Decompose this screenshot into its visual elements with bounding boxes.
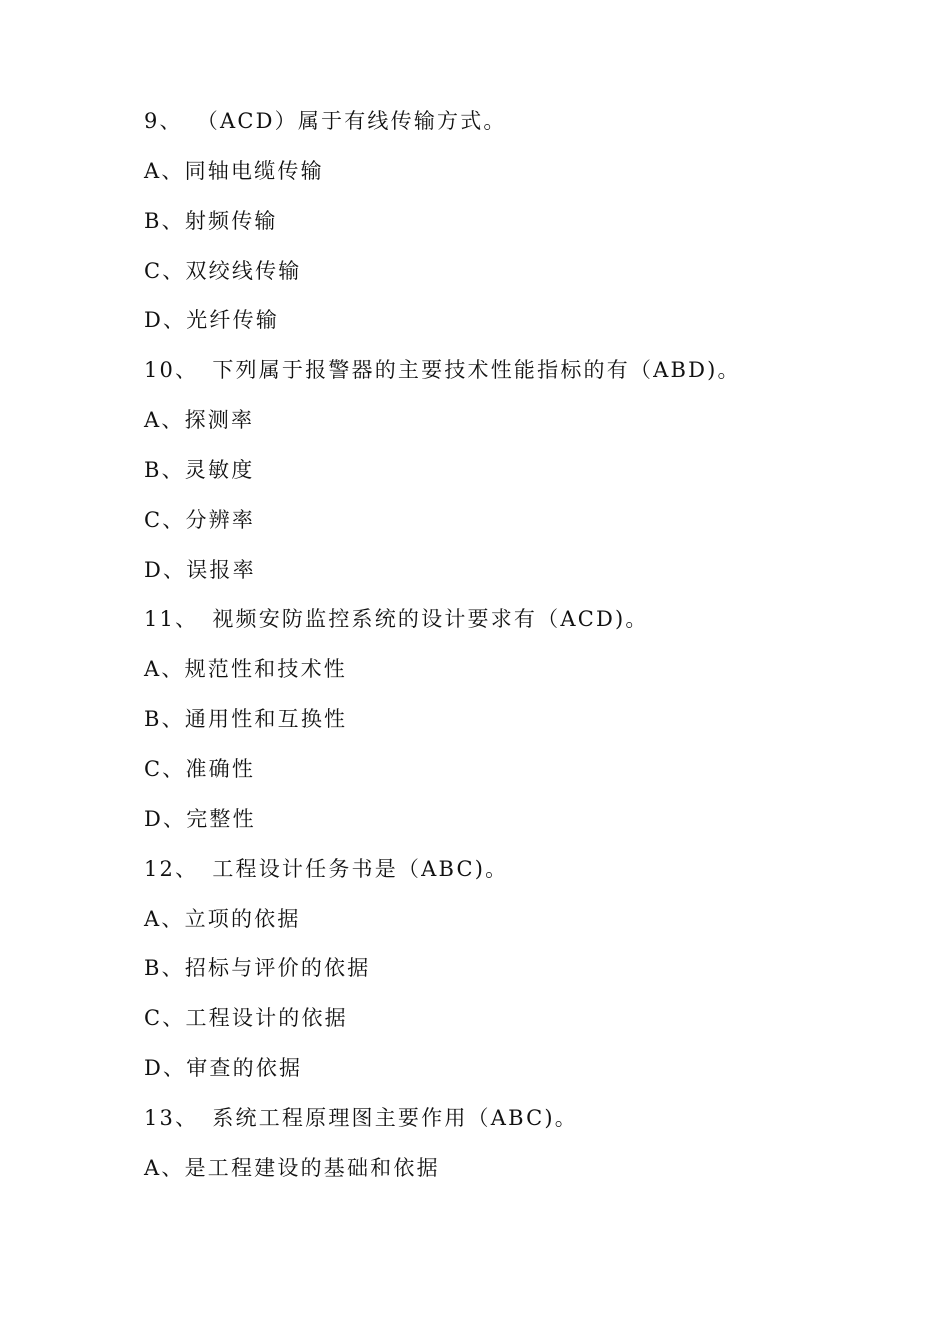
question-12 bbox=[144, 852, 884, 902]
option-c: C、分辨率 bbox=[144, 507, 256, 532]
question-text: （ACD）属于有线传输方式。 bbox=[196, 109, 507, 133]
option-c: C、准确性 bbox=[144, 756, 256, 781]
option-b: B、通用性和互换性 bbox=[144, 707, 348, 732]
option-c: C、工程设计的依据 bbox=[144, 1006, 348, 1031]
question-text: 下列属于报警器的主要技术性能指标的有（ABD)。 bbox=[212, 358, 741, 383]
option-b: B、灵敏度 bbox=[144, 457, 255, 482]
question-text: 系统工程原理图主要作用（ABC)。 bbox=[212, 1105, 578, 1130]
option-b: B、射频传输 bbox=[144, 208, 278, 233]
option-a: A、探测率 bbox=[144, 408, 255, 433]
question-number: 11、 bbox=[144, 607, 199, 632]
option-d: D、完整性 bbox=[144, 806, 256, 831]
question-9 bbox=[144, 104, 884, 154]
option-a: A、是工程建设的基础和依据 bbox=[144, 1155, 440, 1180]
question-list bbox=[144, 104, 884, 1201]
question-number: 13、 bbox=[144, 1105, 199, 1130]
option-c: C、双绞线传输 bbox=[144, 258, 302, 283]
option-d: D、审查的依据 bbox=[144, 1056, 303, 1081]
question-number: 9、 bbox=[144, 109, 183, 133]
question-number: 10、 bbox=[144, 358, 199, 383]
question-13 bbox=[144, 1101, 884, 1151]
question-11 bbox=[144, 602, 884, 652]
option-a: A、立项的依据 bbox=[144, 906, 301, 931]
question-10 bbox=[144, 353, 884, 403]
option-d: D、光纤传输 bbox=[144, 308, 280, 333]
option-d: D、误报率 bbox=[144, 557, 256, 582]
option-a: A、规范性和技术性 bbox=[144, 657, 347, 682]
question-text: 工程设计任务书是（ABC)。 bbox=[212, 856, 509, 881]
question-text: 视频安防监控系统的设计要求有（ACD)。 bbox=[212, 607, 649, 632]
option-a: A、同轴电缆传输 bbox=[144, 158, 324, 183]
option-b: B、招标与评价的依据 bbox=[144, 956, 371, 981]
question-number: 12、 bbox=[144, 856, 199, 881]
